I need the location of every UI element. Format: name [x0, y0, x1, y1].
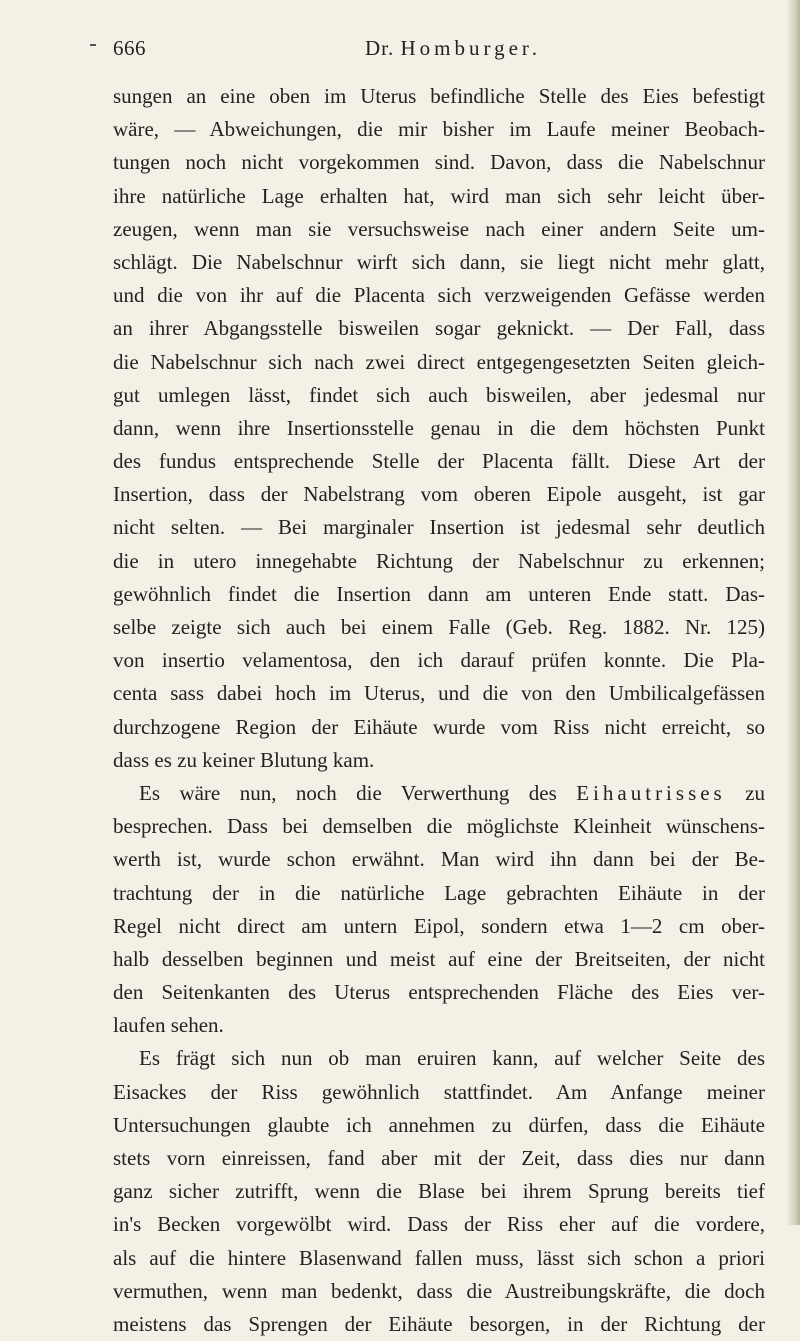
text-line: wäre, — Abweichungen, die mir bisher im Laufe meiner Beobach-: [113, 117, 765, 142]
text-line: von insertio velamentosa, den ich darauf prüfen konnte. Die Pla-: [113, 648, 765, 673]
paragraph-2-first-line: [113, 777, 765, 810]
text-line: trachtung der in die natürliche Lage gebrachten Eihäute in der: [113, 880, 765, 905]
text-line: nicht selten. — Bei marginaler Insertion ist jedesmal sehr deutlich: [113, 515, 765, 540]
author-name: Homburger.: [400, 36, 542, 60]
text-line: tungen noch nicht vorgekommen sind. Davon, dass die Nabelschnur: [113, 150, 765, 175]
text-line: Es frägt sich nun ob man eruiren kann, auf welcher Seite des: [139, 1046, 765, 1071]
text-line: die Nabelschnur sich nach zwei direct entgegengesetzten Seiten gleich-: [113, 349, 765, 374]
margin-mark: [90, 44, 96, 46]
text-line: gut umlegen lässt, findet sich auch bisweilen, aber jedesmal nur: [113, 382, 765, 407]
text-line: und die von ihr auf die Placenta sich verzweigenden Gefässe werden: [113, 283, 765, 308]
text-line: den Seitenkanten des Uterus entsprechenden Fläche des Eies ver-: [113, 980, 765, 1005]
paragraph-2-lead-end: zu: [745, 780, 766, 805]
text-line: halb desselben beginnen und meist auf eine der Breitseiten, der nicht: [113, 946, 765, 971]
text-line: dann, wenn ihre Insertionsstelle genau in die dem höchsten Punkt: [113, 415, 765, 440]
page-edge-shadow: [786, 0, 800, 1225]
running-head: [365, 36, 541, 61]
paragraph-3: [113, 1042, 765, 1341]
text-line: durchzogene Region der Eihäute wurde vom Riss nicht erreicht, so: [113, 714, 765, 739]
text-line: vermuthen, wenn man bedenkt, dass die Austreibungskräfte, die doch: [113, 1278, 765, 1303]
text-line: schlägt. Die Nabelschnur wirft sich dann, sie liegt nicht mehr glatt,: [113, 249, 765, 274]
text-line: des fundus entsprechende Stelle der Placenta fällt. Diese Art der: [113, 449, 765, 474]
paragraph-2-lead: Es wäre nun, noch die Verwerthung des: [139, 780, 557, 805]
text-line: ihre natürliche Lage erhalten hat, wird man sich sehr leicht über-: [113, 183, 765, 208]
author-prefix: Dr.: [365, 36, 395, 60]
text-line: zeugen, wenn man sie versuchsweise nach einer andern Seite um-: [113, 216, 765, 241]
text-line: besprechen. Dass bei demselben die möglichste Kleinheit wünschens-: [113, 814, 765, 839]
text-line: Eisackes der Riss gewöhnlich stattfindet. Am Anfange meiner: [113, 1079, 765, 1104]
text-line: Regel nicht direct am untern Eipol, sondern etwa 1—2 cm ober-: [113, 913, 765, 938]
text-line: stets vorn einreissen, fand aber mit der Zeit, dass dies nur dann: [113, 1146, 765, 1170]
text-line: selbe zeigte sich auch bei einem Falle (Geb. Reg. 1882. Nr. 125): [113, 615, 765, 639]
text-line: in's Becken vorgewölbt wird. Dass der Riss eher auf die vordere,: [113, 1212, 765, 1237]
text-line: an ihrer Abgangsstelle bisweilen sogar geknickt. — Der Fall, dass: [113, 316, 765, 341]
emphasized-term: Eihautrisses: [576, 780, 726, 805]
text-line: werth ist, wurde schon erwähnt. Man wird ihn dann bei der Be-: [113, 847, 765, 872]
text-line: Insertion, dass der Nabelstrang vom oberen Eipole ausgeht, ist gar: [113, 482, 765, 507]
text-line: sungen an eine oben im Uterus befindliche Stelle des Eies befestigt: [113, 84, 765, 108]
text-line: Untersuchungen glaubte ich annehmen zu dürfen, dass die Eihäute: [113, 1112, 765, 1137]
paragraph-2: [113, 810, 765, 1042]
body-text: [113, 80, 765, 1341]
text-line: die in utero innegehabte Richtung der Nabelschnur zu erkennen;: [113, 548, 765, 573]
text-line: meistens das Sprengen der Eihäute besorgen, in der Richtung der: [113, 1311, 765, 1336]
text-line: dass es zu keiner Blutung kam.: [113, 747, 375, 772]
text-line: laufen sehen.: [113, 1013, 224, 1038]
text-line: centa sass dabei hoch im Uterus, und die von den Umbilicalgefässen: [113, 681, 765, 706]
text-line: ganz sicher zutrifft, wenn die Blase bei ihrem Sprung bereits tief: [113, 1179, 765, 1204]
text-line: gewöhnlich findet die Insertion dann am unteren Ende statt. Das-: [113, 581, 765, 606]
page-number: 666: [113, 36, 146, 60]
paragraph-1: [113, 80, 765, 777]
text-line: als auf die hintere Blasenwand fallen muss, lässt sich schon a priori: [113, 1245, 765, 1270]
page-header: [113, 36, 755, 66]
